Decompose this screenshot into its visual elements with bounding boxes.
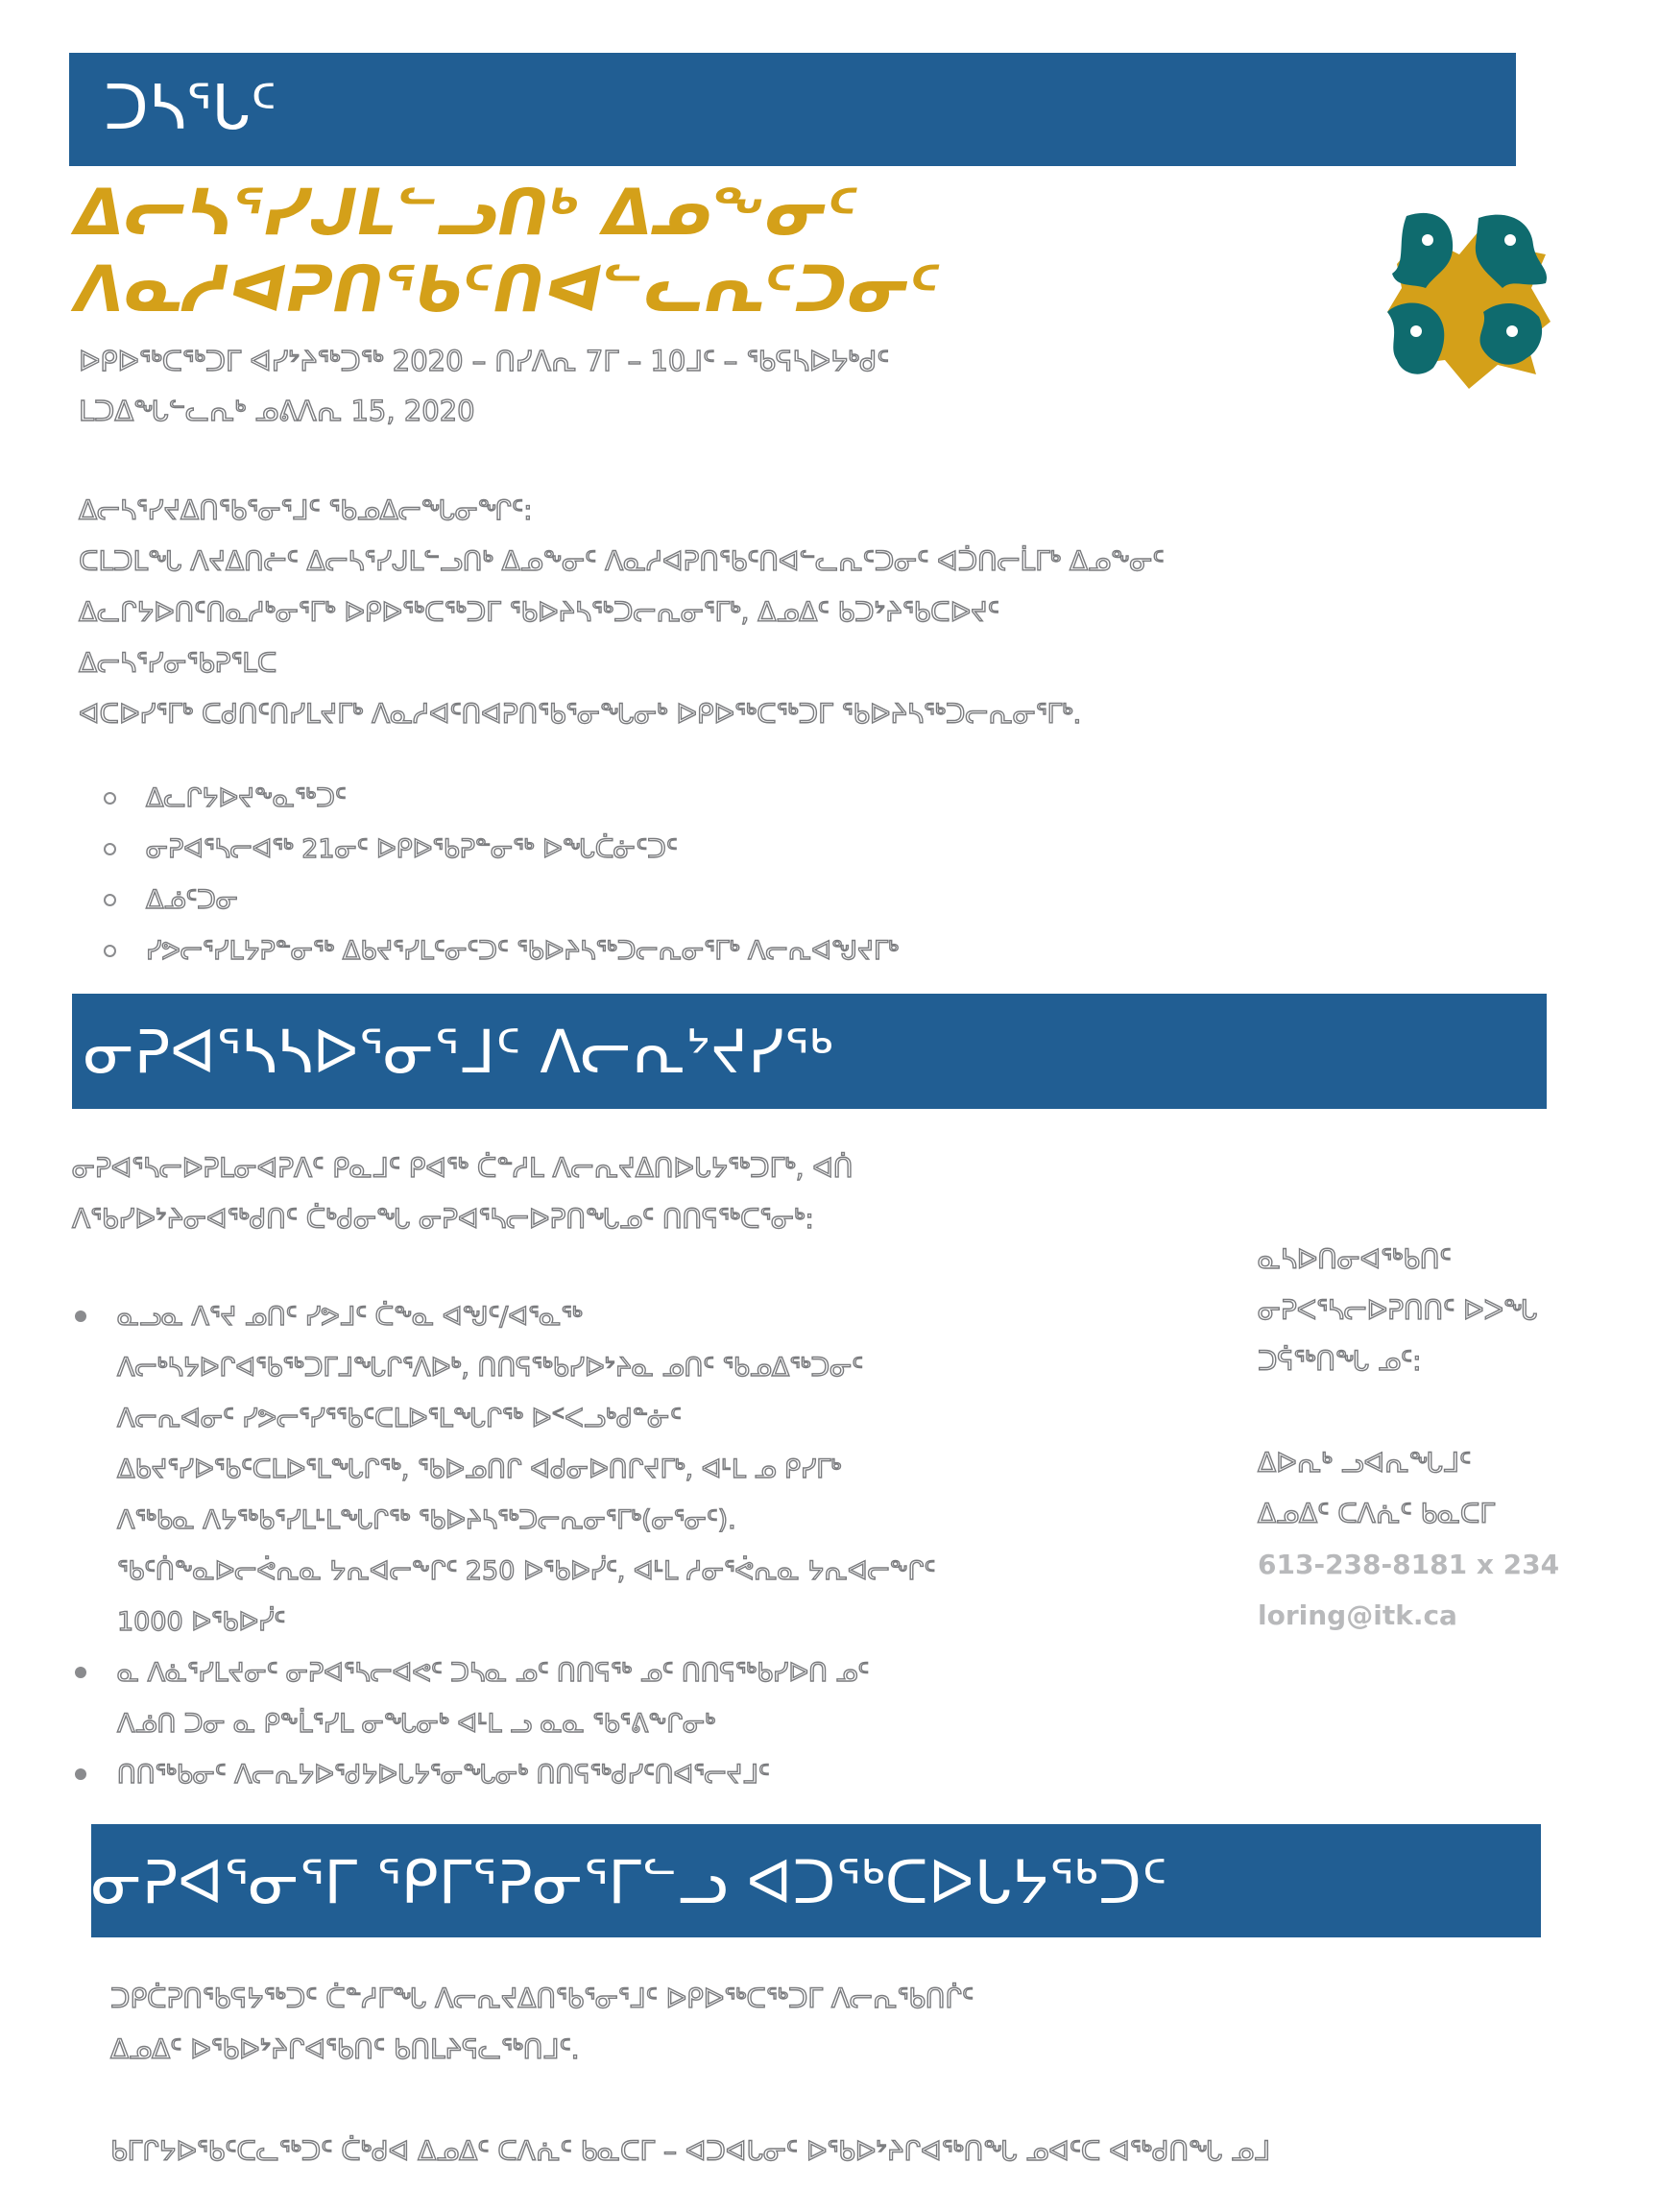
contact-sidebar [1258, 1234, 1559, 1641]
meta-deadline-line: ᒪᑐᐃᖓᓪᓚᕆᒃ ᓄᕕᐱᕆ 15, 2020 [79, 395, 475, 427]
contact-organization: ᐃᓄᐃᑦ ᑕᐱᕇᑦ ᑲᓇᑕᒥ [1258, 1498, 1495, 1529]
list-item: ᓂᕈᐊᕐᓴᓕᐊᖅ 21ᓂᑦ ᐅᑭᐅᖃᕈᓐᓂᖅ ᐅᖓᑖᓃᑦᑐᑦ [104, 824, 899, 875]
contact-phone: 613-238-8181 x 234 [1258, 1549, 1560, 1580]
title-line-1: ᐃᓕᓴᕐᓯᒍᒪᓪᓗᑎᒃ ᐃᓄᖕᓂᑦ [75, 176, 858, 250]
meta-date-line: ᐅᑭᐅᖅᑕᖅᑐᒥ ᐊᓯᔾᔨᖅᑐᖅ 2020 – ᑎᓯᐱᕆ 7ᒥ – 10ᒧᑦ – ᖃᕋᓴᐅᔭᒃᑯᑦ [79, 345, 889, 377]
bullet-icon [104, 945, 116, 957]
nomination-intro-line: ᐱᖃᓯᐅᔾᔨᓂᐊᖅᑯᑎᑦ ᑖᒃᑯᓂᖓ ᓂᕈᐊᕐᓴᓕᐅᕈᑎᖓᓄᑦ ᑎᑎᕋᖅᑕᕐᓂᒃ: [72, 1203, 814, 1235]
sidebar-line: ᓂᕈᐸᕐᓴᓕᐅᕈᑎᑎᑦ ᐅᐳᖓ [1258, 1294, 1538, 1326]
section-heading-2: ᓂᕈᐊᕐᓴᓴᐅᕐᓂᕐᒧᑦ ᐱᓕᕆᔾᔪᓯᖅ [84, 1017, 833, 1087]
nomination-requirements-list [75, 1291, 935, 1800]
section-band-1 [69, 53, 1516, 166]
selection-line: ᐃᓄᐃᑦ ᐅᖃᐅᔾᔨᒋᐊᖃᑎᑦ ᑲᑎᒪᔨᕋᓚᖅᑎᒧᑦ. [110, 2033, 580, 2065]
list-item: ᑎᑎᖅᑲᓂᑦ ᐱᓕᕆᔭᐅᕐᑯᔭᐅᒐᔭᕐᓂᖓᓂᒃ ᑎᑎᕋᖅᑯᓯᑦᑎᐊᕐᓕᔪᒧᑦ [75, 1749, 935, 1800]
intro-line: ᑕᒪᑐᒪᖓ ᐱᔪᐃᑎᓖᑦ ᐃᓕᓴᕐᓯᒍᒪᓪᓗᑎᒃ ᐃᓄᖕᓂᑦ ᐱᓇᓱᐊᕈᑎᖃᑦᑎᐊᓪᓚᕆᑦᑐᓂᑦ ᐊᑑᑎᓕᒫᒥᒃ ᐃᓄᖕᓂᑦ [79, 545, 1165, 577]
intro-line: ᐃᓚᒋᔭᐅᑎᑦᑎᓇᓱᒃᓂᕐᒥᒃ ᐅᑭᐅᖅᑕᖅᑐᒥ ᖃᐅᔨᓴᖅᑐᓕᕆᓂᕐᒥᒃ, ᐃᓄᐃᑦ ᑲᑐᔾᔨᖃᑕᐅᔪᑦ [79, 596, 999, 628]
selection-line: ᑐᑭᑖᕈᑎᖃᕋᔭᖅᑐᑦ ᑖᓐᓱᒥᖓ ᐱᓕᕆᔪᐃᑎᖃᕐᓂᕐᒧᑦ ᐅᑭᐅᖅᑕᖅᑐᒥ ᐱᓕᕆᖃᑎᒌᑦ [110, 1983, 974, 2014]
section-band-2 [72, 994, 1547, 1109]
bullet-icon [104, 894, 116, 906]
list-item: ᓇᓗᓇ ᐱᕐᔪ ᓄᑎᑦ ᓯᕗᒧᑦ ᑖᖕᓇ ᐊᖑᑦ/ᐊᕐᓇᖅ ᐱᓕᒃᓴᔭᐅᒋᐊᖃᖅᑐᒥᒧᖓᒋᕐᐱᐅᒃ, ᑎᑎᕋᖅᑲᓯᐅᔾᔨᓇ ᓄᑎᑦ ᖃᓄᐃᖅᑐᓂᑦ ᐱᓕᕆᐊᓂᑦ ᓯᕗᓕᕐᓯᕐᖃᑦᑕᒪᐅᕐᒪᖓᒋᖅ ᐅᑉᐸᓗᒃᑯᓐᓃᑦ ᐃᑲᔪᕐᓯᐅᖃᑦᑕᒪᐅᕐᒪᖓᒋᖅ, ᖃᐅᓄᑎᒋ ᐊᑯᓂᐅᑎᒋᔪᒥᒃ, ᐊᒻᒪ ᓄ ᑭᓯᒥᒃ ᐱᖅᑲᓇ ᐱᔭᖅᑲᕐᓯᒪᒻᒪᖓᒋᖅ ᖃᐅᔨᓴᖅᑐᓕᕆᓂᕐᒥᒃ(ᓂᕐᓂᑦ). ᖃᑦᑏᖕᓇᐅᓕᕚᕆᓇ ᔭᕆᐊᓕᖕᒋᑦ 250 ᐅᖃᐅᓰᑦ, ᐊᒻᒪ ᓱᓂᕐᕚᕆᓇ ᔭᕆᐊᓕᖕᒋᑦ 1000 ᐅᖃᐅᓰᑦ [75, 1291, 935, 1647]
contact-name: ᐃᐅᕆᒃ ᓗᐊᕆᖓᒧᑦ [1258, 1447, 1472, 1479]
section-heading-1: ᑐᓴᕐᒐᑦ [104, 73, 277, 144]
intro-line: ᐊᑕᐅᓯᕐᒥᒃ ᑕᑯᑎᑦᑎᓯᒪᔪᒥᒃ ᐱᓇᓱᐊᑦᑎᐊᕈᑎᖃᕐᓂᖓᓂᒃ ᐅᑭᐅᖅᑕᖅᑐᒥ ᖃᐅᔨᓴᖅᑐᓕᕆᓂᕐᒥᒃ. [79, 698, 1082, 730]
selection-line: ᑲᒥᒋᔭᐅᖃᑦᑕᓚᖅᑐᑦ ᑖᒃᑯᐊ ᐃᓄᐃᑦ ᑕᐱᕇᑦ ᑲᓇᑕᒥ – ᐊᑐᐊᒐᓂᑦ ᐅᖃᐅᔾᔨᒋᐊᖅᑎᖓ ᓄᐊᑦᑕ ᐊᖅᑯᑎᖓ ᓄᒧ [110, 2135, 1271, 2167]
intro-line: ᐃᓕᓴᕐᓯᔪᐃᑎᖃᕐᓂᕐᒧᑦ ᖃᓄᐃᓕᖓᓂᖏᑦ: [79, 494, 533, 526]
nomination-intro-line: ᓂᕈᐊᕐᓴᓕᐅᕈᒪᓂᐊᕈᐱᑦ ᑭᓇᒧᑦ ᑭᐊᖅ ᑖᓐᓱᒪ ᐱᓕᕆᔪᐃᑎᐅᒐᔭᖅᑐᒥᒃ, ᐊᑏ [72, 1152, 854, 1184]
list-item: ᓇ ᐱᓈᕐᓯᒪᔪᓂᑦ ᓂᕈᐊᕐᓴᓕᐊᕙᑦ ᑐᓴᓇ ᓄᑦ ᑎᑎᕋᖅ ᓄᑦ ᑎᑎᕋᖅᑲᓯᐅᑎ ᓄᑦ ᐱᓅᑎ ᑐᓂ ᓇ ᑭᖕᒫᕐᓯᒪ ᓂᖓᓂᒃ ᐊᒻᒪ ᓗ ᓇᓇ ᖃᕐᕕᖕᒋᓂᒃ [75, 1647, 935, 1749]
bullet-icon [104, 792, 116, 805]
contact-email[interactable]: loring@itk.ca [1258, 1599, 1457, 1631]
list-item: ᐃᓅᑦᑐᓂ [104, 875, 899, 926]
itk-logo [1368, 197, 1570, 398]
section-heading-3: ᓂᕈᐊᕐᓂᕐᒥ ᕿᒥᕐᕈᓂᕐᒥᓪᓗ ᐊᑐᖅᑕᐅᒐᔭᖅᑐᑦ [91, 1847, 1167, 1917]
intro-line: ᐃᓕᓴᕐᓯᓂᖃᕈᕐᒪᑕ [79, 647, 277, 679]
title-line-2: ᐱᓇᓱᐊᕈᑎᖃᑦᑎᐊᓪᓚᕆᑦᑐᓂᑦ [75, 252, 941, 326]
list-item: ᓯᕗᓕᕐᓯᒪᔭᕈᓐᓂᖅ ᐃᑲᔪᕐᓯᒪᑦᓂᑦᑐᑦ ᖃᐅᔨᓴᖅᑐᓕᕆᓂᕐᒥᒃ ᐱᓕᕆᐊᖑᔪᒥᒃ [104, 926, 899, 976]
bullet-icon [75, 1310, 86, 1322]
sidebar-line: ᑐᕌᖅᑎᖓ ᓄᑦ: [1258, 1345, 1422, 1377]
bullet-icon [104, 843, 116, 855]
bullet-icon [75, 1768, 86, 1780]
list-item: ᐃᓚᒋᔭᐅᔪᖕᓇᖅᑐᑦ [104, 773, 899, 824]
selection-text [110, 1973, 1270, 2176]
nomination-intro [72, 1142, 853, 1244]
eligibility-list [104, 773, 899, 976]
intro-paragraph [79, 485, 1165, 739]
sidebar-line: ᓇᓴᐅᑎᓂᐊᖅᑲᑎᑦ [1258, 1243, 1452, 1275]
bullet-icon [75, 1667, 86, 1678]
section-band-3 [91, 1824, 1541, 1937]
